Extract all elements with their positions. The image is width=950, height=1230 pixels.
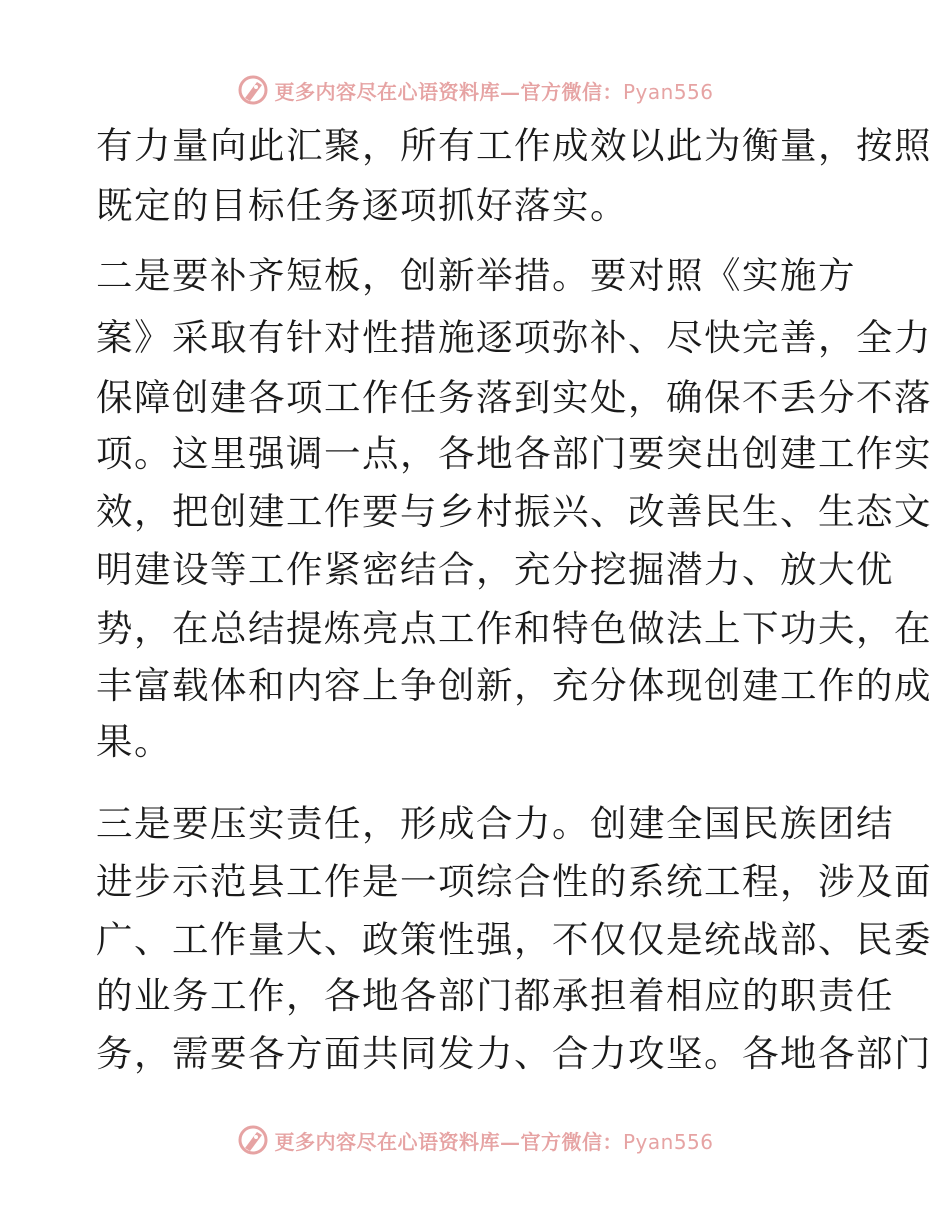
body-line-16: 务，需要各方面共同发力、合力攻坚。各地各部门 bbox=[96, 1032, 932, 1075]
watermark-text: 更多内容尽在心语资料库—官方微信：Pyan556 bbox=[274, 79, 714, 104]
body-line-15: 的业务工作，各地各部门都承担着相应的职责任 bbox=[96, 974, 894, 1017]
body-line-12: 三是要压实责任，形成合力。创建全国民族团结 bbox=[96, 802, 894, 845]
body-line-3: 二是要补齐短板，创新举措。要对照《实施方 bbox=[96, 254, 856, 297]
body-line-13: 进步示范县工作是一项综合性的系统工程，涉及面 bbox=[96, 860, 932, 903]
pen-nib-logo-icon bbox=[236, 1123, 270, 1157]
body-line-5: 保障创建各项工作任务落到实处，确保不丢分不落 bbox=[96, 376, 932, 419]
body-line-1: 有力量向此汇聚，所有工作成效以此为衡量，按照 bbox=[96, 124, 932, 167]
body-line-11: 果。 bbox=[96, 720, 172, 763]
body-line-14: 广、工作量大、政策性强，不仅仅是统战部、民委 bbox=[96, 918, 932, 961]
body-line-6: 项。这里强调一点，各地各部门要突出创建工作实 bbox=[96, 432, 932, 475]
watermark-text: 更多内容尽在心语资料库—官方微信：Pyan556 bbox=[274, 1129, 714, 1154]
body-line-2: 既定的目标任务逐项抓好落实。 bbox=[96, 184, 628, 227]
body-line-4: 案》采取有针对性措施逐项弥补、尽快完善，全力 bbox=[96, 316, 932, 359]
watermark-account: Pyan556 bbox=[622, 1129, 714, 1154]
body-line-10: 丰富载体和内容上争创新，充分体现创建工作的成 bbox=[96, 664, 932, 707]
body-line-8: 明建设等工作紧密结合，充分挖掘潜力、放大优 bbox=[96, 548, 894, 591]
body-line-9: 势，在总结提炼亮点工作和特色做法上下功夫，在 bbox=[96, 607, 932, 650]
watermark-account: Pyan556 bbox=[622, 79, 714, 104]
watermark-banner-bottom bbox=[0, 1120, 950, 1160]
pen-nib-logo-icon bbox=[236, 73, 270, 107]
watermark-banner-top bbox=[0, 70, 950, 110]
body-line-7: 效，把创建工作要与乡村振兴、改善民生、生态文 bbox=[96, 490, 932, 533]
